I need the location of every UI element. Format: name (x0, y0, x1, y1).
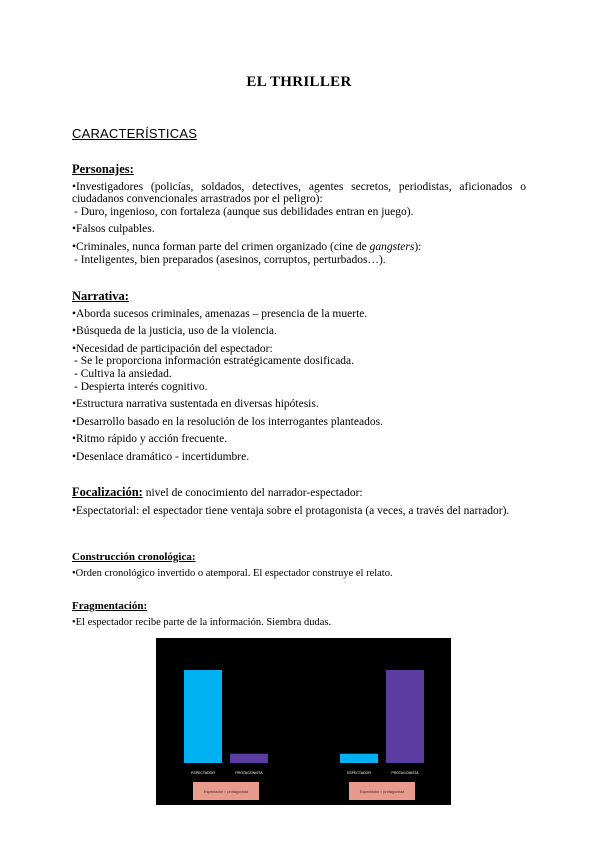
construccion-item-1: •Orden cronológico invertido o atemporal. El espectador construye el relato. (72, 567, 393, 579)
heading-focalizacion: Focalización: (72, 485, 143, 499)
criminales-text-pre: •Criminales, nunca forman parte del crimen organizado (cine de (72, 240, 370, 253)
chart-caption-label: Espectador < protagonista (359, 790, 405, 794)
fragmentacion-item-1: •El espectador recibe parte de la información. Siembra dudas. (72, 616, 332, 628)
chart-bar (340, 754, 378, 763)
chart-bar-label: PROTAGONISTA (391, 771, 419, 775)
narrativa-item-3: •Necesidad de participación del espectador: (72, 342, 273, 355)
personajes-item-criminales (72, 241, 526, 254)
narrativa-subitem-1: - Se le proporciona información estratégicamente dosificada. (74, 355, 355, 368)
narrativa-item-6: •Ritmo rápido y acción frecuente. (72, 433, 228, 446)
section-title-caracteristicas: CARACTERÍSTICAS (72, 126, 198, 141)
personajes-item-falsos: •Falsos culpables. (72, 223, 155, 236)
heading-construccion: Construcción cronológica: (72, 551, 196, 563)
narrativa-item-4: •Estructura narrativa sustentada en diversas hipótesis. (72, 398, 319, 411)
criminales-text-post: ): (414, 240, 422, 253)
narrativa-item-5: •Desarrollo basado en la resolución de los interrogantes planteados. (72, 415, 383, 428)
personajes-subitem-duro: - Duro, ingenioso, con fortaleza (aunque sus debilidades entran en juego). (74, 205, 414, 218)
criminales-text-italic: gangsters (369, 240, 415, 253)
section-narrativa (72, 290, 526, 464)
narrativa-subitem-2: - Cultiva la ansiedad. (74, 367, 172, 380)
personajes-item-investigadores: •Investigadores (policías, soldados, detectives, agentes secretos, periodistas, aficionados o ciudadanos convencionales arrastrados por el peligro): (72, 180, 526, 206)
narrativa-subitem-3: - Despierta interés cognitivo. (74, 380, 208, 393)
narrativa-item-2: •Búsqueda de la justicia, uso de la violencia. (72, 325, 277, 338)
chart-bar-label: ESPECTADOR (191, 771, 215, 775)
heading-personajes: Personajes: (72, 162, 134, 176)
section-personajes (72, 163, 526, 266)
focalizacion-item-1: •Espectatorial: el espectador tiene ventaja sobre el protagonista (a veces, a través del narrador). (72, 504, 510, 517)
personajes-subitem-inteligentes: - Inteligentes, bien preparados (asesinos, corruptos, perturbados…). (74, 253, 386, 266)
document-title: EL THRILLER (246, 74, 352, 90)
chart-bar (230, 754, 268, 763)
focalizacion-heading-line (72, 486, 526, 500)
section-construccion (72, 551, 526, 580)
chart-caption-label: Espectador > protagonista (203, 790, 249, 794)
knowledge-chart (156, 638, 451, 805)
chart-svg (156, 638, 451, 805)
chart-bar-label: ESPECTADOR (347, 771, 371, 775)
section-fragmentacion (72, 600, 526, 629)
narrativa-item-1: •Aborda sucesos criminales, amenazas – presencia de la muerte. (72, 307, 368, 320)
heading-fragmentacion: Fragmentación: (72, 600, 148, 612)
focalizacion-heading-rest: nivel de conocimiento del narrador-espectador: (142, 487, 363, 499)
chart-bar (184, 670, 222, 763)
narrativa-item-7: •Desenlace dramático - incertidumbre. (72, 450, 250, 463)
section-focalizacion (72, 486, 526, 517)
chart-bar (386, 670, 424, 763)
chart-bar-label: PROTAGONISTA (235, 771, 263, 775)
heading-narrativa: Narrativa: (72, 289, 129, 303)
